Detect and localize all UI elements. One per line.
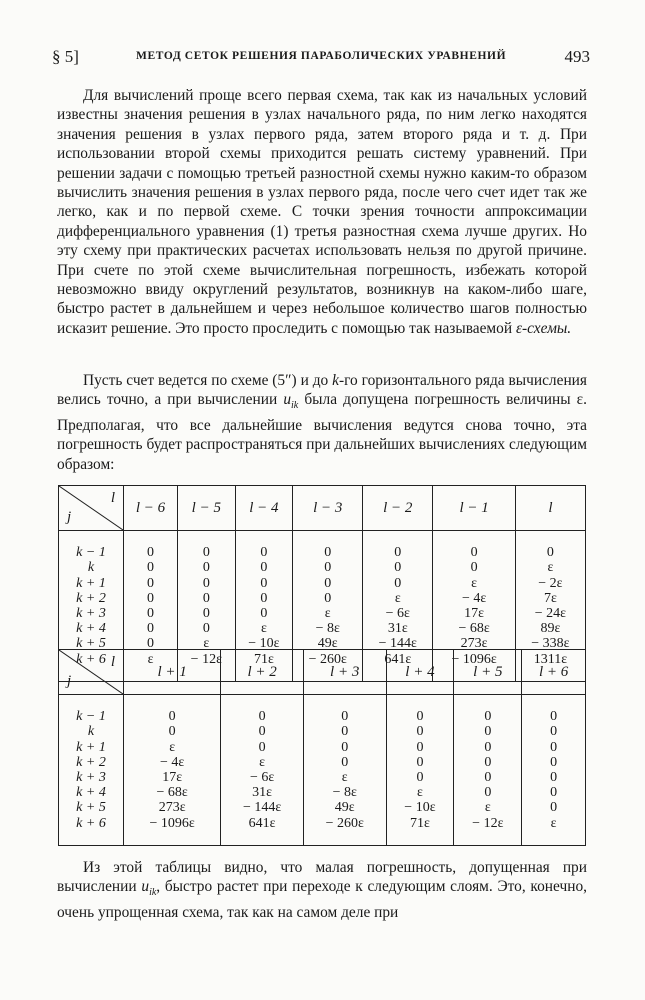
table-cell: 0 <box>168 724 176 740</box>
row-label: k + 3 <box>76 770 106 785</box>
table-cell: 0 <box>394 545 402 561</box>
table-cell: 0 <box>416 709 424 725</box>
table-cell: 0 <box>470 560 478 576</box>
table-cell: − 24ε <box>534 606 567 621</box>
table-cell: ε <box>147 651 154 667</box>
column-header: l + 3 <box>303 650 386 695</box>
table-cell: 0 <box>147 545 155 561</box>
column-values <box>221 695 304 846</box>
table-cell: 0 <box>484 785 492 801</box>
table-cell: 0 <box>550 724 558 740</box>
table-cell: 0 <box>324 590 332 606</box>
corner-label-l: l <box>110 490 115 506</box>
column-values <box>124 695 221 846</box>
table-cell: ε <box>550 815 557 831</box>
table-cell: 0 <box>260 590 268 606</box>
error-table-right <box>58 649 586 846</box>
column-values <box>303 695 386 846</box>
table-cell: 0 <box>147 636 155 652</box>
row-label: k + 1 <box>76 739 106 755</box>
table-cell: − 6ε <box>385 606 410 621</box>
table-cell: 0 <box>147 621 155 637</box>
column-values <box>454 695 522 846</box>
table-body-row <box>59 695 586 846</box>
table-cell: 0 <box>546 545 554 561</box>
column-header: l + 4 <box>386 650 454 695</box>
variable-u: u <box>283 391 292 409</box>
paragraph-text: , быстро растет при переходе к следующим слоям. Это, конечно, очень упрощенная схема, так как на самом деле при <box>57 878 588 921</box>
table-cell: 0 <box>202 621 210 637</box>
table-cell: 0 <box>470 545 478 561</box>
table-header-row <box>59 650 586 695</box>
column-header: l <box>515 486 585 531</box>
row-label: k + 6 <box>76 815 106 831</box>
table-cell: 0 <box>416 739 424 755</box>
corner-label-j: j <box>67 509 72 525</box>
table-cell: ε <box>471 575 478 591</box>
table-cell: 0 <box>550 800 558 816</box>
row-label: k − 1 <box>76 545 106 561</box>
table-header-row <box>59 486 586 531</box>
variable-k: k <box>332 372 339 389</box>
table-cell: 31ε <box>252 785 273 801</box>
column-values <box>386 695 454 846</box>
subscript-ik: ik <box>149 887 157 899</box>
table-cell: 0 <box>416 754 424 770</box>
table-cell: 0 <box>168 709 176 725</box>
column-header: l + 5 <box>454 650 522 695</box>
table-cell: 0 <box>394 560 402 576</box>
table-cell: − 12ε <box>190 651 222 667</box>
table-cell: ε <box>169 739 176 755</box>
row-label: k + 6 <box>76 651 106 667</box>
table-cell: − 144ε <box>242 800 282 816</box>
paragraph-text: Для вычислений проще всего первая схема, так как из начальных условий известны значения решения в узлах начального ряда, по ним легко находятся значения решения в узлах первого ряда, затем второго ряда и т. д. При использовании второй схемы приходится решать систему уравнений. При решении задачи с помощью третьей разностной схемы нужно каким-то образом вычислить значения решения в узлах первого ряда, после чего счет идет так же легко, как и по первой схеме. С точки зрения точности аппроксимации дифференциального уравнения (1) третья разностная схема лучше других. Но эту схему при практических расчетах использовать нельзя по другой причине. При счете по этой схеме вычислительная погрешность, избежать которой невозможно ввиду округлений результатов, возникнув на каком-либо шаге, быстро растет в дальнейшем и через небольшое количество шагов полностью исказит решение. Это просто проследить с помощью так называемой <box>57 87 587 337</box>
table-cell: 0 <box>258 724 266 740</box>
table-cell: − 10ε <box>404 800 436 816</box>
table-cell: 0 <box>550 770 558 785</box>
table-cell: 0 <box>341 709 349 725</box>
table-cell: 71ε <box>409 815 430 831</box>
row-label: k + 2 <box>76 590 106 606</box>
table-cell: 0 <box>484 739 492 755</box>
column-header: l + 6 <box>522 650 586 695</box>
row-label: k <box>87 724 95 740</box>
table-cell: 273ε <box>158 800 186 816</box>
table-cell: 0 <box>416 770 424 785</box>
table-cell: 0 <box>147 590 155 606</box>
table-cell: 17ε <box>464 606 485 621</box>
corner-cell <box>59 486 124 531</box>
subscript-ik: ik <box>291 400 299 412</box>
running-title: МЕТОД СЕТОК РЕШЕНИЯ ПАРАБОЛИЧЕСКИХ УРАВНЕНИЙ <box>136 50 507 62</box>
table-cell: 641ε <box>384 651 412 667</box>
column-header: l − 1 <box>433 486 516 531</box>
table-cell: 0 <box>550 754 558 770</box>
column-values <box>522 695 586 846</box>
table-cell: 0 <box>550 785 558 801</box>
column-header: l − 4 <box>235 486 293 531</box>
row-label: k + 5 <box>76 636 106 652</box>
table-cell: 31ε <box>387 621 408 637</box>
table-cell: 0 <box>147 560 155 576</box>
table-cell: 0 <box>484 754 492 770</box>
column-header: l + 1 <box>124 650 221 695</box>
table-cell: ε <box>484 800 491 816</box>
row-label: k + 4 <box>76 621 106 637</box>
table-cell: 0 <box>202 545 210 561</box>
table-cell: ε <box>203 636 210 652</box>
table-cell: 0 <box>260 560 268 576</box>
table-cell: 89ε <box>540 621 561 637</box>
table-cell: ε <box>416 785 423 801</box>
row-label: k + 4 <box>76 785 106 801</box>
table-cell: − 144ε <box>378 636 417 652</box>
table-cell: ε <box>324 606 331 621</box>
table-cell: − 8ε <box>315 621 340 637</box>
table-cell: 0 <box>260 606 268 621</box>
paragraph-text: Пусть счет ведется по схеме (5″) и до <box>83 372 333 389</box>
table-cell: 0 <box>484 770 492 785</box>
table-cell: ε <box>394 590 401 606</box>
table-cell: 1311ε <box>533 651 568 667</box>
table-cell: − 4ε <box>160 754 185 770</box>
table-cell: 0 <box>202 606 210 621</box>
table-cell: ε <box>341 770 348 785</box>
table-cell: 0 <box>147 606 155 621</box>
table-cell: − 338ε <box>531 636 570 652</box>
table-cell: − 260ε <box>325 815 364 831</box>
table-cell: − 68ε <box>458 621 490 637</box>
table-cell: − 12ε <box>472 815 504 831</box>
table-cell: 273ε <box>460 636 488 652</box>
column-header: l − 6 <box>124 486 178 531</box>
running-header <box>52 47 590 71</box>
row-label: k + 3 <box>76 606 106 621</box>
table-cell: − 68ε <box>156 785 188 801</box>
table-cell: 0 <box>324 545 332 561</box>
paragraph-emphasis: ε-схемы. <box>515 319 572 337</box>
table-cell: 49ε <box>334 800 355 816</box>
table-cell: 0 <box>394 575 402 591</box>
table-cell: 0 <box>258 739 266 755</box>
table-cell: 0 <box>260 545 268 561</box>
table-cell: − 2ε <box>538 575 563 591</box>
table-cell: 17ε <box>162 770 183 785</box>
column-header: l + 2 <box>221 650 304 695</box>
paragraph-error-propagation <box>57 371 587 474</box>
table-cell: 0 <box>550 739 558 755</box>
table-cell: ε <box>260 621 267 637</box>
corner-cell <box>59 650 124 695</box>
table-cell: 0 <box>324 560 332 576</box>
table-cell: ε <box>259 754 266 770</box>
table-cell: 0 <box>147 575 155 591</box>
table-cell: 0 <box>341 754 349 770</box>
column-header: l − 2 <box>363 486 433 531</box>
table-cell: − 6ε <box>249 770 275 785</box>
row-label: k + 1 <box>76 575 106 591</box>
corner-label-j: j <box>67 673 72 689</box>
row-label: k − 1 <box>76 709 106 725</box>
corner-label-l: l <box>110 654 115 670</box>
table-cell: 0 <box>258 709 266 725</box>
table-cell: − 10ε <box>248 636 280 652</box>
table-cell: 0 <box>324 575 332 591</box>
paragraph-schemes <box>57 86 587 338</box>
column-header: l − 3 <box>293 486 363 531</box>
table-cell: 49ε <box>317 636 338 652</box>
table-cell: 7ε <box>543 590 557 606</box>
table-cell: 0 <box>550 709 558 725</box>
paragraph-text: -го горизонтального ряда вычисления велись точно, а при вычислении <box>57 372 587 409</box>
page-number: 493 <box>564 47 590 66</box>
column-header: l − 5 <box>178 486 236 531</box>
table-cell: − 8ε <box>332 785 357 801</box>
table-cell: − 4ε <box>461 590 487 606</box>
row-label: k + 2 <box>76 754 106 770</box>
table-cell: − 1096ε <box>451 651 497 667</box>
paragraph-conclusion <box>57 858 587 922</box>
paragraph-text: была допущена погрешность величины ε. Предполагая, что все дальнейшие вычисления ведутся снова точно, эта погрешность будет распространяться при дальнейших вычислениях следующим образом: <box>57 391 587 473</box>
table-cell: 0 <box>484 724 492 740</box>
table-cell: 0 <box>202 560 210 576</box>
table-cell: 641ε <box>248 815 276 831</box>
table-cell: 0 <box>484 709 492 725</box>
table-cell: 0 <box>341 724 349 740</box>
table-cell: 0 <box>341 739 349 755</box>
row-label: k <box>87 560 95 576</box>
paragraph-text: Из этой таблицы видно, что малая погрешность, допущенная при вычислении <box>57 859 587 896</box>
row-label: k + 5 <box>76 800 106 816</box>
row-labels <box>59 695 124 846</box>
table-cell: 0 <box>202 590 210 606</box>
table-cell: 0 <box>260 575 268 591</box>
table-cell: − 1096ε <box>149 815 195 831</box>
table-cell: ε <box>547 560 554 576</box>
table-cell: 0 <box>202 575 210 591</box>
table-cell: 0 <box>416 724 424 740</box>
table-cell: 71ε <box>253 651 274 667</box>
table-cell: − 260ε <box>308 651 347 667</box>
variable-u: u <box>141 878 150 896</box>
section-marker: § 5] <box>52 47 79 66</box>
